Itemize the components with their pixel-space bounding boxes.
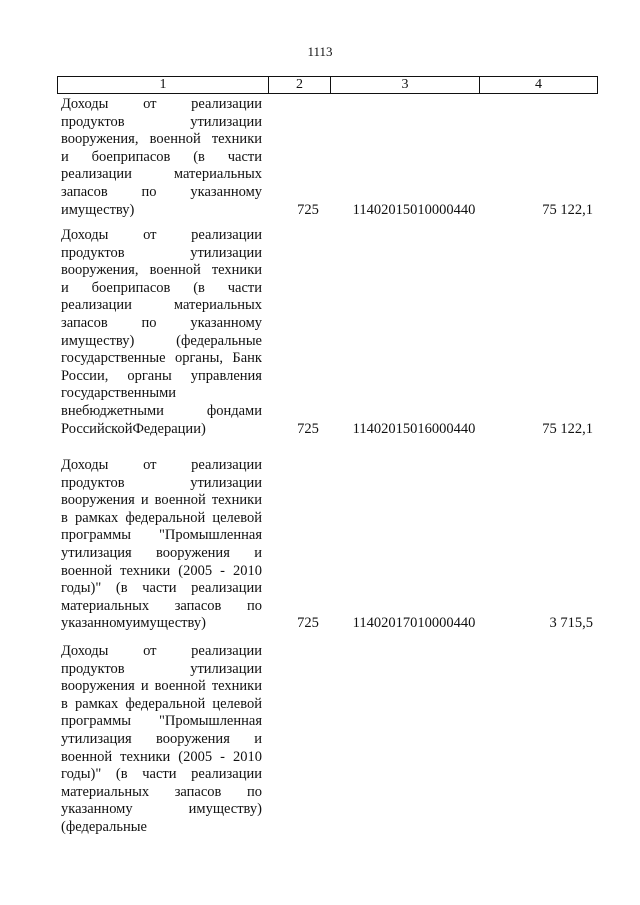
description-line xyxy=(61,350,262,368)
description-word: утилизации xyxy=(190,113,262,130)
description-word: и xyxy=(140,492,149,509)
description-word: военной xyxy=(61,748,113,765)
description-word: продуктов xyxy=(61,113,125,130)
description-word: Доходы xyxy=(61,457,109,473)
description-word: внебюджетными xyxy=(61,402,164,419)
description-line xyxy=(61,96,262,114)
description-word: (в xyxy=(193,279,205,296)
description-word: "Промышленная xyxy=(159,713,262,730)
description-word: части xyxy=(227,148,262,165)
description-word: имуществу) xyxy=(132,615,206,632)
row-amount: 3 715,5 xyxy=(549,615,593,632)
description-word: вооружения xyxy=(61,678,135,695)
description-word: запасов xyxy=(174,783,222,800)
description-word: техники xyxy=(120,562,171,579)
description-word: утилизация xyxy=(61,544,132,561)
description-line xyxy=(61,403,262,421)
description-word: материальных xyxy=(173,297,262,314)
description-word: указанному xyxy=(61,801,133,818)
description-line xyxy=(61,202,262,220)
description-word: реализации xyxy=(191,580,262,597)
description-word: (федеральные xyxy=(176,332,262,349)
description-word: государственные xyxy=(61,350,166,367)
description-word: утилизации xyxy=(190,474,262,491)
description-line xyxy=(61,227,262,245)
description-line xyxy=(61,661,262,679)
description-line xyxy=(61,731,262,749)
description-word: Федерации) xyxy=(132,420,206,437)
description-word: по xyxy=(141,183,157,200)
description-word: военной xyxy=(61,562,113,579)
description-word: "Промышленная xyxy=(159,527,262,544)
description-word: реализации xyxy=(191,766,262,783)
description-line xyxy=(61,563,262,581)
description-word: в xyxy=(61,695,68,712)
description-word: утилизации xyxy=(190,244,262,261)
header-col-4: 4 xyxy=(480,77,598,94)
description-line xyxy=(61,315,262,333)
description-line xyxy=(61,297,262,315)
description-word: Российской xyxy=(61,420,133,437)
description-word: от xyxy=(143,96,157,112)
description-line xyxy=(61,280,262,298)
description-word: боеприпасов xyxy=(91,279,171,296)
description-line xyxy=(61,580,262,598)
row-income-code: 11402017010000440 xyxy=(352,615,476,632)
description-line xyxy=(61,749,262,767)
description-word: продуктов xyxy=(61,474,125,491)
row-income-code: 11402015016000440 xyxy=(352,420,476,437)
description-word: техники xyxy=(211,492,262,509)
description-line xyxy=(61,598,262,616)
description-word: техники xyxy=(120,748,171,765)
description-word: России, xyxy=(61,367,109,384)
description-word: реализации xyxy=(191,643,262,659)
description-word: по xyxy=(246,783,262,800)
description-word: от xyxy=(143,643,157,659)
description-word: органы xyxy=(127,367,172,384)
description-word: - xyxy=(220,748,225,765)
row-description xyxy=(61,457,262,633)
description-word: вооружения xyxy=(61,492,135,509)
description-word: материальных xyxy=(173,166,262,183)
description-word: вооружения, xyxy=(61,262,139,279)
description-word: и xyxy=(61,148,69,165)
description-line xyxy=(61,475,262,493)
description-line xyxy=(61,713,262,731)
description-word: указанному xyxy=(61,615,133,632)
header-col-3: 3 xyxy=(331,77,480,94)
page-number: 1113 xyxy=(307,44,333,59)
description-word: рамках xyxy=(74,695,119,712)
row-description xyxy=(61,227,262,438)
description-line xyxy=(61,545,262,563)
description-word: от xyxy=(143,227,157,243)
description-word: и xyxy=(61,279,69,296)
description-word: фондами xyxy=(206,402,262,419)
description-word: (в xyxy=(115,766,128,783)
row-description xyxy=(61,643,262,837)
description-word: запасов xyxy=(174,597,222,614)
description-word: продуктов xyxy=(61,660,125,677)
description-word: военной xyxy=(149,262,201,279)
description-word: имуществу) xyxy=(61,332,135,349)
description-word: годы)" xyxy=(61,580,102,597)
row-admin-code: 725 xyxy=(297,615,319,632)
description-word: и xyxy=(140,678,149,695)
description-word: Доходы xyxy=(61,96,109,112)
description-word: рамках xyxy=(74,509,119,526)
description-line xyxy=(61,510,262,528)
description-word: военной xyxy=(154,492,206,509)
description-word: техники xyxy=(211,131,262,148)
description-line xyxy=(61,184,262,202)
description-line xyxy=(61,131,262,149)
description-line xyxy=(61,149,262,167)
description-word: утилизация xyxy=(61,730,132,747)
description-word: военной xyxy=(154,678,206,695)
description-word: - xyxy=(220,562,225,579)
description-word: Доходы xyxy=(61,227,109,243)
description-word: реализации xyxy=(191,96,262,112)
description-word: указанному xyxy=(190,183,262,200)
description-line xyxy=(61,678,262,696)
row-admin-code: 725 xyxy=(297,420,319,437)
row-description xyxy=(61,96,262,219)
description-word: целевой xyxy=(212,509,262,526)
description-word: вооружения xyxy=(156,544,230,561)
description-word: реализации xyxy=(61,297,132,314)
description-word: военной xyxy=(149,131,201,148)
description-word: вооружения xyxy=(156,730,230,747)
description-word: части xyxy=(142,580,177,597)
description-word: материальных xyxy=(61,783,150,800)
header-col-2: 2 xyxy=(269,77,331,94)
description-word: вооружения, xyxy=(61,131,139,148)
row-income-code: 11402015010000440 xyxy=(352,201,476,218)
description-word: федеральной xyxy=(125,509,206,526)
description-line xyxy=(61,114,262,132)
row-amount: 75 122,1 xyxy=(542,420,593,437)
description-word: органы, xyxy=(174,350,223,367)
description-word: части xyxy=(142,766,177,783)
description-line xyxy=(61,333,262,351)
description-word: реализации xyxy=(191,227,262,243)
description-line xyxy=(61,801,262,819)
description-line xyxy=(61,368,262,386)
description-word: Доходы xyxy=(61,643,109,659)
description-word: (в xyxy=(115,580,128,597)
description-word: техники xyxy=(211,678,262,695)
description-word: техники xyxy=(211,262,262,279)
description-word: 2010 xyxy=(232,748,262,765)
description-word: программы xyxy=(61,527,131,544)
description-line xyxy=(61,696,262,714)
description-word: материальных xyxy=(61,597,150,614)
description-word: запасов xyxy=(61,183,108,200)
description-word: в xyxy=(61,509,68,526)
description-line xyxy=(61,245,262,263)
description-word: указанному xyxy=(190,314,262,331)
description-word: управления xyxy=(190,367,262,384)
table-header xyxy=(57,76,598,94)
description-line xyxy=(61,457,262,475)
row-amount: 75 122,1 xyxy=(542,201,593,218)
description-word: продуктов xyxy=(61,244,125,261)
description-word: части xyxy=(227,279,262,296)
description-word: по xyxy=(246,597,262,614)
description-word: имуществу) xyxy=(61,201,135,218)
description-word: от xyxy=(143,457,157,473)
description-word: (в xyxy=(193,148,205,165)
description-word: утилизации xyxy=(190,660,262,677)
header-col-1: 1 xyxy=(58,77,269,94)
description-word: Банк xyxy=(232,350,262,367)
description-word: и xyxy=(254,730,262,747)
description-line xyxy=(61,615,262,633)
description-word: боеприпасов xyxy=(91,148,171,165)
description-word: федеральной xyxy=(125,695,206,712)
description-line xyxy=(61,421,262,439)
description-word: 2010 xyxy=(232,562,262,579)
description-line xyxy=(61,166,262,184)
description-word: по xyxy=(141,314,157,331)
description-word: реализации xyxy=(191,457,262,473)
table-header-row xyxy=(58,77,598,94)
row-admin-code: 725 xyxy=(297,201,319,218)
description-word: и xyxy=(254,544,262,561)
description-word: государственными xyxy=(61,385,177,402)
description-word: (федеральные xyxy=(61,818,147,835)
description-word: запасов xyxy=(61,314,108,331)
description-line xyxy=(61,492,262,510)
description-word: реализации xyxy=(61,166,132,183)
description-word: имуществу) xyxy=(188,801,262,818)
description-word: программы xyxy=(61,713,131,730)
description-word: целевой xyxy=(212,695,262,712)
description-word: (2005 xyxy=(178,748,213,765)
description-line xyxy=(61,643,262,661)
description-word: (2005 xyxy=(178,562,213,579)
description-line xyxy=(61,385,262,403)
description-line xyxy=(61,262,262,280)
description-line xyxy=(61,784,262,802)
description-line xyxy=(61,527,262,545)
description-line xyxy=(61,766,262,784)
description-word: годы)" xyxy=(61,766,102,783)
description-line xyxy=(61,819,262,837)
